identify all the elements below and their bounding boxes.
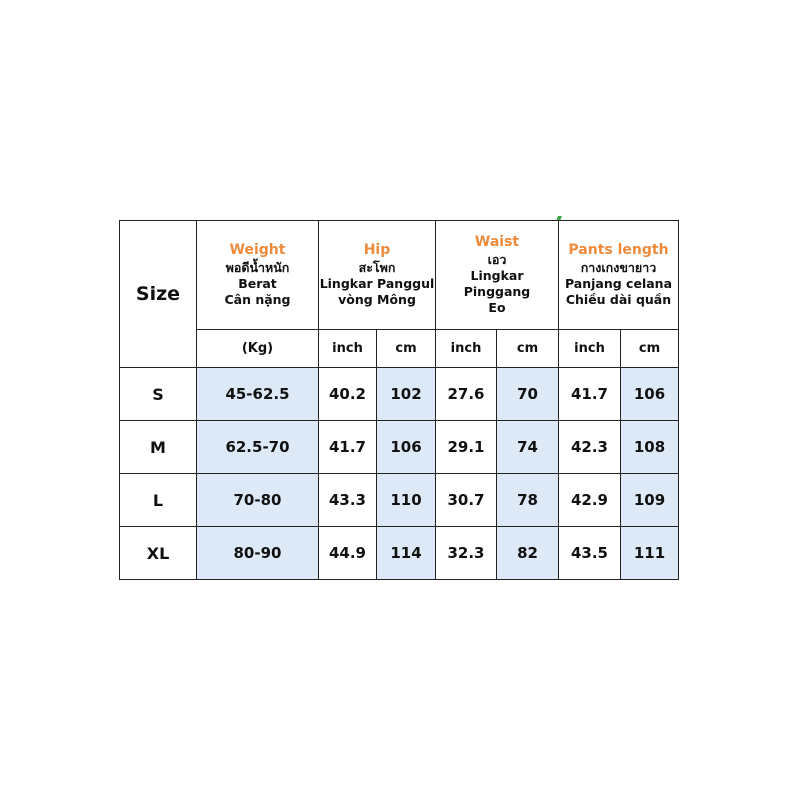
hip-inch-cell: 41.7 — [319, 421, 377, 474]
waist-cm-cell: 82 — [497, 527, 559, 580]
waist-label-id: Lingkar Pinggang — [463, 267, 531, 299]
hip-title: Hip — [363, 242, 391, 259]
unit-row — [120, 330, 679, 368]
waist-header — [436, 221, 559, 330]
pants-inch-unit: inch — [559, 330, 621, 368]
hip-inch-unit: inch — [319, 330, 377, 368]
weight-cell: 70-80 — [197, 474, 319, 527]
size-cell: XL — [120, 527, 197, 580]
hip-cm-unit: cm — [377, 330, 436, 368]
size-header: Size — [120, 221, 197, 368]
hip-cm-cell: 114 — [377, 527, 436, 580]
hip-label-id: Lingkar Panggul — [319, 275, 435, 291]
weight-label-th: พอดีน้ำหนัก — [225, 259, 290, 275]
hip-cm-cell: 110 — [377, 474, 436, 527]
waist-cm-cell: 74 — [497, 421, 559, 474]
waist-label-vi: Eo — [488, 299, 506, 315]
weight-cell: 62.5-70 — [197, 421, 319, 474]
pants-cm-cell: 106 — [621, 368, 679, 421]
table-row — [120, 368, 679, 421]
waist-label-th: เอว — [487, 251, 507, 267]
pants-length-label-id: Panjang celana — [564, 275, 673, 291]
weight-unit: (Kg) — [197, 330, 319, 368]
size-chart-table — [119, 220, 679, 580]
table-row — [120, 421, 679, 474]
hip-header — [319, 221, 436, 330]
hip-cm-cell: 102 — [377, 368, 436, 421]
size-rows — [120, 368, 679, 580]
pants-cm-cell: 108 — [621, 421, 679, 474]
pants-inch-cell: 41.7 — [559, 368, 621, 421]
weight-header — [197, 221, 319, 330]
size-cell: M — [120, 421, 197, 474]
pants-cm-cell: 111 — [621, 527, 679, 580]
waist-cm-cell: 78 — [497, 474, 559, 527]
pants-inch-cell: 42.3 — [559, 421, 621, 474]
size-cell: L — [120, 474, 197, 527]
pants-length-label-vi: Chiều dài quần — [565, 291, 672, 307]
header-row — [120, 221, 679, 330]
pants-inch-cell: 42.9 — [559, 474, 621, 527]
pants-inch-cell: 43.5 — [559, 527, 621, 580]
waist-inch-unit: inch — [436, 330, 497, 368]
hip-inch-cell: 40.2 — [319, 368, 377, 421]
hip-inch-cell: 44.9 — [319, 527, 377, 580]
pants-length-header — [559, 221, 679, 330]
table-row — [120, 527, 679, 580]
weight-label-vi: Cân nặng — [224, 291, 291, 307]
weight-label-id: Berat — [238, 275, 277, 291]
table-row — [120, 474, 679, 527]
hip-label-vi: vòng Mông — [338, 291, 416, 307]
pants-cm-unit: cm — [621, 330, 679, 368]
hip-inch-cell: 43.3 — [319, 474, 377, 527]
hip-cm-cell: 106 — [377, 421, 436, 474]
weight-title: Weight — [229, 242, 286, 259]
hip-label-th: สะโพก — [358, 259, 396, 275]
weight-cell: 80-90 — [197, 527, 319, 580]
waist-inch-cell: 32.3 — [436, 527, 497, 580]
waist-cm-unit: cm — [497, 330, 559, 368]
pants-length-label-th: กางเกงขายาว — [580, 259, 657, 275]
waist-cm-cell: 70 — [497, 368, 559, 421]
pants-length-title: Pants length — [568, 242, 669, 259]
weight-cell: 45-62.5 — [197, 368, 319, 421]
size-cell: S — [120, 368, 197, 421]
waist-inch-cell: 27.6 — [436, 368, 497, 421]
waist-title: Waist — [474, 234, 520, 251]
waist-inch-cell: 29.1 — [436, 421, 497, 474]
waist-inch-cell: 30.7 — [436, 474, 497, 527]
pants-cm-cell: 109 — [621, 474, 679, 527]
